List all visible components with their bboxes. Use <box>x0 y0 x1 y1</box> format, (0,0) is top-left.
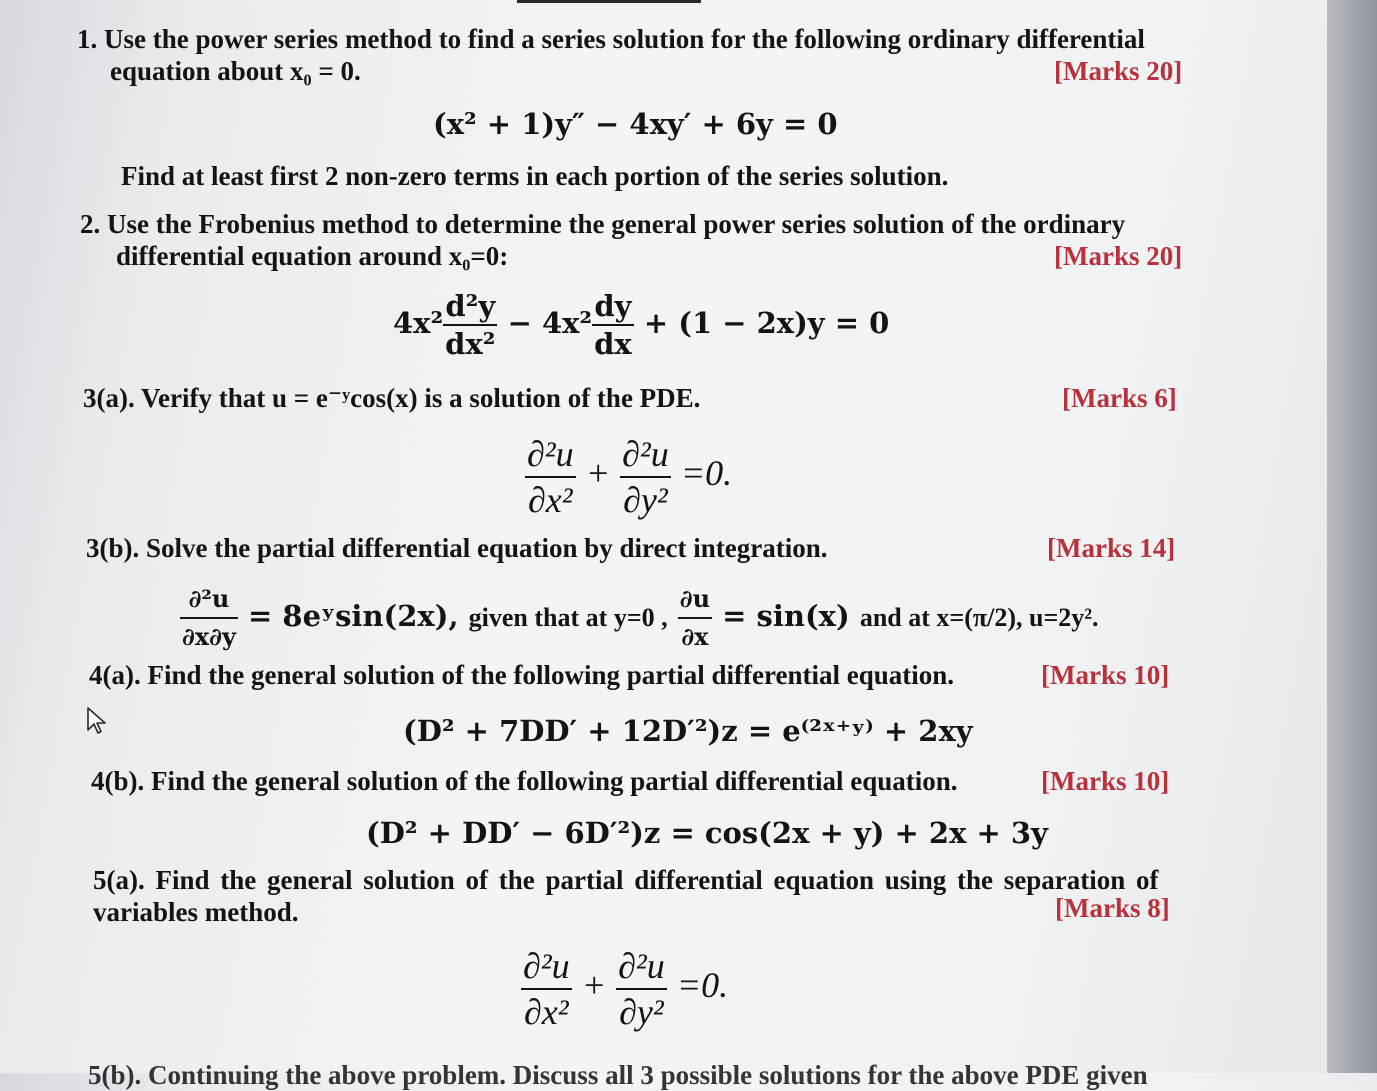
q3b-marks: [Marks 14] <box>1047 533 1176 563</box>
q2-frac1 <box>443 288 497 362</box>
q2-line1: 2. Use the Frobenius method to determine the general power series solution of the ordinary <box>80 209 1126 239</box>
q5a-equation <box>521 944 728 1034</box>
q4a-equation: (D² + 7DD′ + 12D′²)z = e⁽²ˣ⁺ʸ⁾ + 2xy <box>403 714 973 748</box>
q3a-den-x: ∂x² <box>525 476 576 522</box>
q4b-marks: [Marks 10] <box>1041 766 1170 796</box>
q3a-marks: [Marks 6] <box>1062 383 1177 413</box>
q2-marks: [Marks 20] <box>1054 241 1183 271</box>
q3b-condition: and at x=(π/2), u=2y². <box>859 603 1099 632</box>
q3b-frac2 <box>678 581 712 655</box>
q2-frac2-den: dx <box>592 324 634 362</box>
q1-note: Find at least first 2 non-zero terms in each portion of the series solution. <box>121 161 949 191</box>
q5a-frac-y <box>616 944 667 1034</box>
q3a-num-y: ∂²u <box>622 434 669 474</box>
q5a-num-x: ∂²u <box>523 946 570 986</box>
q5a-tail: =0. <box>676 965 729 1005</box>
page-edge-shadow <box>1327 0 1377 1073</box>
q5a-line2: variables method. <box>93 897 299 927</box>
q2-frac2-num: dy <box>594 289 632 323</box>
q3a-equation <box>525 432 732 522</box>
q5a-den-x: ∂x² <box>521 988 572 1034</box>
q3b-given: given that at y=0 , <box>468 603 668 632</box>
q3b-equation <box>180 581 1099 655</box>
q5a-line1: 5(a). Find the general solution of the partial differential equation using the separation of <box>93 865 1159 895</box>
mouse-pointer-icon <box>86 706 108 736</box>
q3a-frac-y <box>620 432 671 522</box>
q4b-equation: (D² + DD′ − 6D′²)z = cos(2x + y) + 2x + 3y <box>366 816 1048 850</box>
q1-line1: 1. Use the power series method to find a series solution for the following ordinary differential <box>77 24 1145 54</box>
top-rule <box>517 0 701 3</box>
q3b-frac1-den: ∂x∂y <box>180 617 238 655</box>
q2-frac1-num: d²y <box>445 289 496 323</box>
q3b-rhs: = 8eʸsin(2x), <box>248 599 459 633</box>
q5a-plus: + <box>581 965 606 1005</box>
q3b-frac2-num: ∂u <box>679 584 711 613</box>
q3a-frac-x <box>525 432 576 522</box>
q5b-partial-line: 5(b). Continuing the above problem. Discuss all 3 possible solutions for the above PDE given <box>88 1060 1148 1090</box>
q4a-marks: [Marks 10] <box>1041 660 1170 690</box>
q2-eq-coef1: 4x² <box>393 306 444 340</box>
q3a-tail: =0. <box>680 453 733 493</box>
q1-line2: equation about x₀ = 0. <box>110 56 361 86</box>
q3b-rhs2: = sin(x) <box>722 599 850 633</box>
q5a-num-y: ∂²u <box>618 946 665 986</box>
q2-line2: differential equation around x₀=0: <box>116 241 509 271</box>
q3b-frac2-den: ∂x <box>678 617 712 655</box>
q5a-den-y: ∂y² <box>616 988 667 1034</box>
q2-eq-tail: + (1 − 2x)y = 0 <box>643 306 890 340</box>
q5a-frac-x <box>521 944 572 1034</box>
q2-frac2 <box>592 288 634 362</box>
q3a-text: 3(a). Verify that u = e⁻ʸcos(x) is a solution of the PDE. <box>83 383 701 413</box>
q2-frac1-den: dx² <box>443 324 497 362</box>
q5a-marks: [Marks 8] <box>1055 893 1170 923</box>
q2-eq-coef2: − 4x² <box>507 306 593 340</box>
q4b-text: 4(b). Find the general solution of the following partial differential equation. <box>91 766 958 796</box>
q2-equation <box>393 288 889 362</box>
q3a-den-y: ∂y² <box>620 476 671 522</box>
q3a-plus: + <box>585 453 610 493</box>
q1-marks: [Marks 20] <box>1054 56 1183 86</box>
q3b-frac1 <box>180 581 238 655</box>
q3b-frac1-num: ∂²u <box>188 584 230 613</box>
q1-equation: (x² + 1)y″ − 4xy′ + 6y = 0 <box>433 107 838 141</box>
q3a-num-x: ∂²u <box>527 434 574 474</box>
q3b-text: 3(b). Solve the partial differential equation by direct integration. <box>86 533 828 563</box>
q4a-text: 4(a). Find the general solution of the following partial differential equation. <box>89 660 954 690</box>
